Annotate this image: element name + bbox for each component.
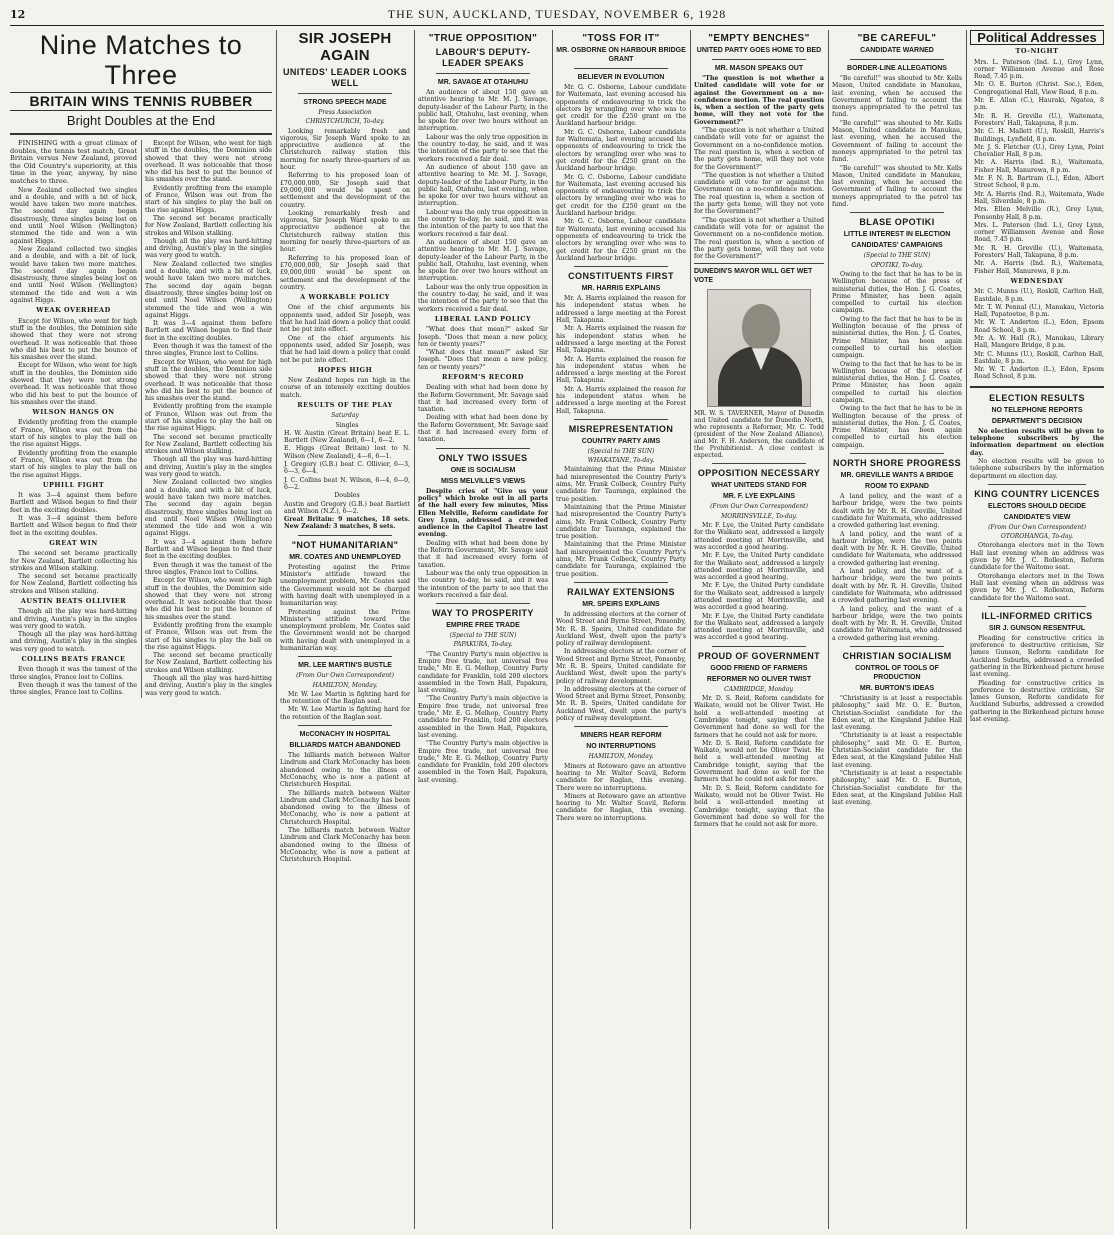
divider (574, 68, 668, 69)
headline-tennis: Nine Matches to Three (39, 30, 243, 90)
article-paragraph: Mr. W. Lee Martin is fighting hard for the retention of the Raglan seat. (280, 706, 410, 721)
article-paragraph: "Be careful!" was shouted to Mr. Kells Mason, United candidate in Manukau, last evening, when he accused the Government of failing to account the moneys appropriated to the petrol tax fund. (832, 119, 962, 164)
subhead-candidates-view: CANDIDATE'S VIEW (1003, 513, 1071, 521)
section-heading: LIBERAL LAND POLICY (434, 314, 532, 323)
results-day: Saturday (331, 412, 359, 420)
article-paragraph: Labour was the only true opposition in the country to-day, he said, and it was the intention of the party to see that the workers received a fair deal. (418, 283, 548, 313)
photo-caption: MR. W. S. TAVERNER, Mayor of Dunedin and United candidate for Dunedin North, who represents a Reformer, Mr. C. Todd (president of the New Zealand Alliance), and Mr. F. H. Anderson, the candidate of the Prohibitionist. A close contest is expected. (694, 410, 824, 460)
article-paragraph: Evidently profiting from the example of France, Wilson was out from the start of his singles to play the ball on the rise against Higgs. (10, 419, 137, 449)
address-entry: Mr. O. E. Burton (Christ. Soc.), Eden, Congregational Hall, View Road, 8 p.m. (974, 81, 1104, 96)
article-paragraph: No election results will be given to telephone subscribers by the information department on election day. (970, 457, 1104, 480)
column-true-opposition (418, 30, 548, 1229)
headline-railway-extensions: RAILWAY EXTENSIONS (567, 586, 675, 597)
result-line: J. C. Collins beat N. Wilson, 6—4, 6—0, 6—2. (284, 476, 410, 491)
subhead-labour: LABOUR'S DEPUTY-LEADER SPEAKS (435, 47, 531, 68)
headline-election-results: ELECTION RESULTS (989, 392, 1085, 403)
article-paragraph: It was 3—4 against them before Bartlett and Wilson began to find their feet in the exciting doubles. (145, 320, 272, 342)
divider (436, 448, 530, 449)
subhead-campaigns: CANDIDATES' CAMPAIGNS (851, 242, 943, 250)
section-heading: HOPES HIGH (317, 365, 373, 374)
article-paragraph: Mr. A. Harris explained the reason for his independent status when he addressed a large meeting at the Forest Hall, Takapuna. (556, 385, 686, 415)
article-paragraph: Dealing with what had been done by the Reform Government, Mr. Savage said that it had increased every form of taxation. (418, 384, 548, 414)
headline-christian-socialism: CHRISTIAN SOCIALISM (842, 651, 952, 661)
tagline-border-line: BORDER-LINE ALLEGATIONS (847, 65, 947, 72)
article-paragraph: Even though it was the tamest of the three singles, France lost to Collins. (10, 666, 137, 681)
subhead-no-interruptions: NO INTERRUPTIONS (586, 743, 656, 751)
address-entry: Mr. A. W. Hall (R.), Manukau, Library Hall, Mangere Bridge, 8 p.m. (974, 334, 1104, 350)
article-paragraph: Though all the play was hard-hitting and driving, Austin's play in the singles was very good to watch. (145, 456, 272, 479)
article-paragraph: Though all the play was hard-hitting and driving, Austin's play in the singles was very good to watch. (10, 608, 137, 630)
article-paragraph: Labour was the only true opposition in the country to-day, he said, and it was the intention of the party to see that the workers received a fair deal. (418, 208, 548, 238)
headline-not-humanitarian: "NOT HUMANITARIAN" (291, 539, 399, 550)
article-paragraph: Except for Wilson, who went for high stuff in the doubles, the Dominion side showed that they were not strong overhead. It was noticeable that those who did his best to put the bounce of his smashes over the stand. (145, 140, 272, 184)
address-entry: Mr. E. Allan (C.), Hauraki, Ngatea, 8 p.m. (974, 97, 1104, 112)
article-paragraph: No election results will be given to telephone subscribers by the information department on election day. (970, 427, 1104, 457)
divider (298, 725, 392, 726)
article-paragraph: Otorohanga electors met in the Town Hall last evening when an address was given by Mr. J. C. Rolleston, Reform candidate for the Waitomo seat. (970, 572, 1104, 602)
result-line: Great Britain: 9 matches, 18 sets. New Zealand: 3 matches, 8 sets. (284, 516, 410, 531)
dateline: CHRISTCHURCH, To-day. (305, 118, 385, 126)
article-paragraph: "The Country Party's main objective is Empire free trade, not universal free trade," Mr. E. G. Melhop, Country Party candidate for Franklin, told 200 electors assembled in the Town Hall, Papakura, last evening. (418, 695, 548, 739)
article-paragraph: A land policy, and the want of a harbour bridge, were the two points dealt with by Mr. R. H. Greville, United candidate for Waitemata, who addressed a crowded gathering last evening. (832, 568, 962, 605)
dateline: MORRINSVILLE, To-day. (721, 512, 797, 520)
address-entry: Mr. R. H. Greville (U.), Waitemata, Foresters' Hall, Takapuna, 8 p.m. (974, 112, 1104, 127)
divider (850, 453, 944, 454)
article-paragraph: An audience of about 150 gave an attentive hearing to Mr. M. J. Savage, deputy-leader of the Labour Party, in the public hall, Otahuhu, last evening, when he spoke for over two hours without an interruption. (418, 89, 548, 133)
list-title: TO-NIGHT (1015, 47, 1059, 56)
subhead-unitedes: WHAT UNITEDS STAND FOR (711, 482, 807, 490)
addresses-list-wednesday (970, 288, 1104, 381)
credit: (From Our Own Correspondent) (710, 503, 808, 511)
column-rule (966, 30, 967, 1229)
dateline: HAMILTON, Monday. (588, 753, 654, 761)
subhead-farmers: GOOD FRIEND OF FARMERS (710, 664, 808, 672)
divider (436, 73, 530, 74)
article-paragraph: "The Country Party's main objective is Empire free trade, not universal free trade," Mr. E. G. Melhop, Country Party candidate for Franklin, told 200 electors assembled in the Town Hall, Papakura, last evening. (418, 740, 548, 784)
article-paragraph: Maintaining that the Prime Minister had misrepresented the Country Party's aims, Mr. Frank Colbeck, Country Party candidate for Tauranga, explained the true position. (556, 466, 686, 503)
address-entry: Mrs. L. Paterson (Ind. L.), Grey Lynn, corner Williamson Avenue and Rose Road, 7.45 p.m. (974, 221, 1104, 244)
article-paragraph: New Zealand collected two singles and a double, and with a bit of luck, would have taken two more matches. The second day again began disastrously, three singles being lost on end until Noel Wilson (Wellington) stemmed the tide and won a win against Higgs. (145, 260, 272, 319)
address-entry: Mrs. L. Paterson (Ind. L.), Grey Lynn, corner Williamson Avenue and Rose Road, 7.45 p.m. (974, 58, 1104, 81)
article-paragraph: Except for Wilson, who went for high stuff in the doubles, the Dominion side showed that they were not strong overhead. It was noticeable that those who did his best to put the bounce of his smashes over the stand. (145, 358, 272, 403)
article-paragraph: Dealing with what had been done by the Reform Government, Mr. Savage said that it had increased every form of taxation. (418, 539, 548, 569)
column-rule (276, 30, 277, 1229)
article-paragraph: New Zealand hopes ran high in the course of an intensely exciting doubles match. (280, 377, 410, 399)
subhead-oliver-twist: REFORMER NO OLIVER TWIST (706, 675, 812, 683)
divider (298, 535, 392, 536)
address-entry: Mr. T. W. Pennal (U.), Manukau, Victoria Hall, Papatoetoe, 8 p.m. (974, 303, 1104, 319)
headline-only-two-issues: ONLY TWO ISSUES (438, 452, 528, 463)
headline-king-country: KING COUNTRY LICENCES (974, 488, 1100, 499)
section-heading: A WORKABLE POLICY (300, 293, 390, 302)
article-paragraph: Looking remarkably fresh and vigorous, Sir Joseph Ward spoke to an appreciative audience at the Christchurch railway station this morning for nearly three-quarters of an hour. (280, 209, 410, 254)
divider (574, 582, 668, 583)
article-paragraph: One of the chief arguments his opponents used, added Sir Joseph, was that he had laid down a policy that could not be put into effect. (280, 304, 410, 334)
divider (712, 646, 806, 647)
article-paragraph: "The question is not whether a United candidate will vote for or against the Government on a no-confidence motion. The real question is, when a section of the party gets home, will they not vote for the Government?" (694, 127, 824, 171)
article-paragraph: Evidently profiting from the example of France, Wilson was out from the start of his singles to play the ball on the rise against Higgs. (145, 622, 272, 651)
article-paragraph: It was 3—4 against them before Bartlett and Wilson began to find their feet in the exciting doubles. (10, 515, 137, 537)
subhead-melville: MISS MELVILLE'S VIEWS (441, 477, 525, 485)
address-entry: Mr. C. Munns (U.), Roskill, Carlton Hall, Eastdale, 8 p.m. (974, 350, 1104, 365)
column-rule (690, 30, 691, 1229)
section-heading: WILSON HANGS ON (32, 408, 115, 417)
subhead-coates: MR. COATES AND UNEMPLOYED (289, 553, 401, 561)
article-paragraph: "What does that mean?" asked Sir Joseph. "Does that mean a new policy, ten or twenty years?" (418, 326, 548, 348)
result-line: Austin and Gregory (G.B.) beat Bartlett and Wilson (N.Z.), 6—2. (284, 500, 410, 515)
address-entry: Mr. R. H. Greville (U.), Waitemata, Foresters' Hall, Takapuna, 8 p.m. (974, 244, 1104, 260)
headline-way-to-prosperity: WAY TO PROSPERITY (432, 608, 534, 619)
result-line: Doubles (334, 492, 360, 500)
article-paragraph: Referring to his proposed loan of £70,000,000, Sir Joseph said that £9,000,000 would be spent on settlement and the development of the country. (280, 172, 410, 209)
divider (694, 263, 824, 264)
divider (850, 212, 944, 213)
article-paragraph: The second set became practically for New Zealand, Bartlett collecting his strokes and Wilson stalking. (145, 433, 272, 456)
article-paragraph: Looking remarkably fresh and vigorous, Sir Joseph Ward spoke to an appreciative audience at the Christchurch railway station this morning for nearly three-quarters of an hour. (280, 127, 410, 172)
article-paragraph: Referring to his proposed loan of £70,000,000, Sir Joseph said that £9,000,000 would be spent on settlement and the development of the country. (280, 254, 410, 291)
article-paragraph: One of the chief arguments his opponents used, added Sir Joseph, was that he had laid down a policy that could not be put into effect. (280, 334, 410, 364)
column-empty-benches (694, 30, 824, 1229)
article-paragraph: "The Country Party's main objective is Empire free trade, not universal free trade," Mr. E. G. Melhop, Country Party candidate for Franklin, told 200 electors assembled in the Town Hall, Papakura, last evening. (418, 650, 548, 695)
article-paragraph: The second set became practically for New Zealand, Bartlett collecting his strokes and Wilson stalking. (10, 550, 137, 572)
subhead-gunson: SIR J. GUNSON RESENTFUL (988, 624, 1086, 632)
subhead-country-party: COUNTRY PARTY AIMS (581, 437, 661, 445)
article-paragraph: In addressing electors at the corner of Wood Street and Byrne Street, Ponsonby, Mr. R. B. Speirs, United candidate for Auckland West, dwelt upon the party's policy of railway development. (556, 648, 686, 685)
subhead-speirs: MR. SPEIRS EXPLAINS (582, 600, 660, 608)
article-paragraph: Labour was the only true opposition in the country to-day, he said, and it was the intention of the party to see that the workers received a fair deal. (418, 569, 548, 599)
column-rule (552, 30, 553, 1229)
tennis-intro: FINISHING with a great climax of doubles, the tennis test match, Great Britain versus New Zealand, proved the Old Country's superiority, at this time in the year, anyway, by nine matches to three. (10, 139, 137, 185)
address-entry: Mr. C. Munns (U.), Roskill, Carlton Hall, Eastdale, 8 p.m. (974, 288, 1104, 303)
address-entry: Mrs. Ellen Melville (R.), Grey Lynn, Ponsonby Hall, 8 p.m. (974, 206, 1104, 221)
article-paragraph: "The question is not whether a United candidate will vote for or against the Government on a no-confidence motion. The real question is, when a section of the party gets home, will they not vote for the Government?" (694, 75, 824, 126)
headline-constituents-first: CONSTITUENTS FIRST (568, 271, 674, 282)
subhead-greville: MR. GREVILLE WANTS A BRIDGE (840, 472, 954, 480)
addresses-list (970, 59, 1104, 275)
article-paragraph: New Zealand collected two singles and a double, and with a bit of luck, would have taken two more matches. The second day again began disastrously, three singles being lost on end until Noel Wilson (Wellington) stemmed the tide and won a win against Higgs. (145, 479, 272, 538)
subhead-control-of-tools: CONTROL OF TOOLS OF PRODUCTION (855, 665, 939, 681)
subhead-harris: MR. HARRIS EXPLAINS (581, 285, 661, 293)
result-line: J. Gregory (G.B.) beat C. Ollivier, 6—3, 6—3, 6—4. (284, 461, 410, 476)
address-entry: Mr. J. S. Fletcher (U.), Grey Lynn, Point Chevalier Hall, 8 p.m. (974, 143, 1104, 159)
subhead-united-party: UNITED PARTY GOES HOME TO BED (696, 47, 822, 54)
section-heading: RESULTS OF THE PLAY (297, 400, 393, 409)
headline-be-careful: "BE CAREFUL" (857, 33, 937, 44)
article-paragraph: "Christianity is at least a respectable philosophy," said Mr. O. E. Burton, Christian-Socialist candidate for the Eden seat, at the Kingsland Jubilee Hall last evening. (832, 769, 962, 807)
article-paragraph: Mr. A. Harris explained the reason for his independent status when he addressed a large meeting at the Forest Hall, Takapuna. (556, 355, 686, 385)
divider (574, 726, 668, 727)
article-paragraph: A land policy, and the want of a harbour bridge, were the two points dealt with by Mr. R. H. Greville, United candidate for Waitemata, who addressed a crowded gathering last evening. (832, 605, 962, 642)
subhead-sir-joseph: UNITEDS' LEADER LOOKS WELL (282, 67, 408, 88)
article-paragraph: Mr. F. Lye, the United Party candidate for the Waikato seat, addressed a largely attended meeting at Morrinsville, and was accorded a good hearing. (694, 522, 824, 551)
headline-sir-joseph: SIR JOSEPH AGAIN (298, 30, 392, 64)
column-be-careful (832, 30, 962, 1229)
article-paragraph: Except for Wilson, who went for high stuff in the doubles, the Dominion side showed that they were not strong overhead. It was noticeable that those who did his best to put the bounce of his smashes over the stand. (10, 362, 137, 406)
address-entry: Mr. A. Harris (Ind. R.), Waitemata, Wade Hall, Silverdale, 8 p.m. (974, 190, 1104, 205)
column-rule (414, 30, 415, 1229)
article-paragraph: "The question is not whether a United candidate will vote for or against the Government on a no-confidence motion. The real question is, when a section of the party gets home, will they not vote for the Government?" (694, 216, 824, 261)
subhead-electors-decide: ELECTORS SHOULD DECIDE (988, 502, 1086, 510)
divider (436, 603, 530, 604)
article-paragraph: Despite cries of "Give us your policy" which broke out in all parts of the hall every few minutes, Miss Ellen Melville, Reform candidate for Grey Lynn, addressed a crowded audience in the Capitol Theatre last evening. (418, 487, 548, 539)
article-paragraph: Owing to the fact that he has to be in Wellington because of the press of ministerial duties, the Hon. J. G. Coates, Prime Minister, has been again compelled to curtail his election campaign. (832, 270, 962, 315)
tagline-sir-joseph: STRONG SPEECH MADE (303, 99, 387, 106)
headline-miners: MINERS HEAR REFORM (580, 732, 662, 740)
article-paragraph: "Be careful!" was shouted to Mr. Kells Mason, United candidate in Manukau, last evening, when he accused the Government of failing to account the moneys appropriated to the petrol tax fund. (832, 75, 962, 119)
divider (574, 419, 668, 420)
dateline: HAMILTON, Monday. (312, 681, 378, 689)
column-toss-for-it (556, 30, 686, 1229)
tagline-evolution: BELIEVER IN EVOLUTION (577, 74, 665, 81)
article-paragraph: A land policy, and the want of a harbour bridge, were the two points dealt with by Mr. R. H. Greville, United candidate for Waitemata, who addressed a crowded gathering last evening. (832, 530, 962, 567)
article-paragraph: The billiards match between Walter Lindrum and Clark McConachy has been abandoned owing to the illness of McConachy, who is now a patient at Christchurch Hospital. (280, 827, 410, 864)
result-line: Singles (335, 421, 359, 429)
address-entry: Mr. F. N. R. Bartram (L.), Eden, Albert Street School, 8 p.m. (974, 175, 1104, 190)
section-heading: AUSTIN BEATS OLLIVIER (20, 597, 127, 605)
credit: (From Our Own Correspondent) (988, 523, 1086, 531)
result-line: H. W. Austin (Great Britain) beat E. L. Bartlett (New Zealand), 6—1, 6—2. (284, 429, 410, 445)
dateline: OTOROHANGA, To-day. (1000, 533, 1074, 541)
subhead-billiards: BILLIARDS MATCH ABANDONED (289, 742, 401, 750)
article-paragraph: Even though it was the tamest of the three singles, France lost to Collins. (145, 343, 272, 358)
headline-empty-benches: "EMPTY BENCHES" (708, 33, 810, 44)
headline-lee-martin: MR. LEE MARTIN'S BUSTLE (298, 662, 392, 670)
article-paragraph: Mr. F. Lye, the United Party candidate for the Waikato seat, addressed a largely attended meeting at Morrinsville, and was accorded a good hearing. (694, 552, 824, 582)
headline-political-addresses: Political Addresses (970, 30, 1104, 45)
article-paragraph: Evidently profiting from the example of France, Wilson was out from the start of his singles to play the ball on the rise against Higgs. (145, 403, 272, 433)
newspaper-title: THE SUN, AUCKLAND, TUESDAY, NOVEMBER 6, 1928 (387, 7, 727, 21)
article-paragraph: The second set became practically for New Zealand, Bartlett collecting his strokes and Wilson stalking. (145, 214, 272, 237)
masthead (10, 4, 1104, 26)
article-paragraph: Except for Wilson, who went for high stuff in the doubles, the Dominion side showed that they were not strong overhead. It was noticeable that those who did his best to put the bounce of his smashes over the stand. (145, 577, 272, 621)
credit: (Special to THE SUN) (863, 252, 931, 260)
headline-toss-for-it: "TOSS FOR IT" (582, 33, 660, 44)
column-rule (828, 30, 829, 1229)
credit: (Special to THE SUN) (587, 447, 655, 455)
article-paragraph: Owing to the fact that he has to be in Wellington because of the press of ministerial duties, the Hon. J. G. Coates, Prime Minister, has been again compelled to curtail his election campaign. (832, 360, 962, 404)
article-paragraph: Mr. G. C. Osborne, Labour candidate for Waitemata, last evening accused his opponents of endeavouring to trick the electors by wrangling over who was to get credit for the £250 grant on the Auckland harbour bridge. (556, 173, 686, 218)
article-paragraph: Mr. G. C. Osborne, Labour candidate for Waitemata, last evening accused his opponents of endeavouring to trick the electors by wrangling over who was to get credit for the £250 grant on the Auckland harbour bridge. (556, 84, 686, 128)
divider (988, 606, 1086, 607)
headline-blase-opotiki: BLASE OPOTIKI (859, 217, 935, 228)
article-paragraph: Pleading for constructive critics in preference to destructive criticism, Sir James Gunson, Reform candidate for Auckland Suburbs, addressed a crowded gathering in the Birkenhead picture house last evening. (970, 634, 1104, 679)
column-tennis (10, 30, 272, 1229)
subhead-candidate-warned: CANDIDATE WARNED (860, 47, 934, 54)
article-paragraph: Mr. D. S. Reid, Reform candidate for Waikato, would not be Oliver Twist. He held a well-attended meeting at Cambridge tonight, saying that the Government had done so well for the farmers that he could not ask for more. (694, 739, 824, 784)
column-political-addresses (970, 30, 1104, 1229)
divider (850, 59, 944, 60)
divider (850, 646, 944, 647)
article-paragraph: Pleading for constructive critics in preference to destructive criticism, Sir James Gunson, Reform candidate for Auckland Suburbs, addressed a crowded gathering in the Birkenhead picture house last evening. (970, 679, 1104, 724)
portrait-head (742, 304, 780, 350)
credit: (Special to THE SUN) (449, 632, 517, 640)
results-list (280, 422, 410, 531)
article-paragraph: In addressing electors at the corner of Wood Street and Byrne Street, Ponsonby, Mr. R. B. Speirs, United candidate for Auckland West, dwelt upon the party's policy of railway development. (556, 685, 686, 723)
article-paragraph: Mr. F. Lye, the United Party candidate for the Waikato seat, addressed a largely attended meeting at Morrinsville, and was accorded a good hearing. (694, 582, 824, 612)
column-sir-joseph (280, 30, 410, 1229)
section-heading: GREAT WIN (49, 538, 98, 547)
article-paragraph: Even though it was the tamest of the three singles, France lost to Collins. (10, 681, 137, 697)
article-paragraph: "Be careful!" was shouted to Mr. Kells Mason, United candidate in Manukau, last evening, when he accused the Government of failing to account the moneys appropriated to the petrol tax fund. (832, 164, 962, 209)
page-number: 12 (10, 8, 26, 21)
article-paragraph: Mr. W. Lee Martin is fighting hard for the retention of the Raglan seat. (280, 690, 410, 706)
address-entry: Mr. W. T. Anderton (L.), Eden, Epsom Road School, 8 p.m. (974, 366, 1104, 381)
article-paragraph: Evidently profiting from the example of France, Wilson was out from the start of his singles to play the ball on the rise against Higgs. (10, 449, 137, 479)
article-paragraph: Owing to the fact that he has to be in Wellington because of the press of ministerial duties, the Hon. J. G. Coates, Prime Minister, has been again compelled to curtail his election campaign. (832, 405, 962, 449)
article-paragraph: Maintaining that the Prime Minister had misrepresented the Country Party's aims, Mr. Frank Colbeck, Country Party candidate for Tauranga, explained the true position. (556, 503, 686, 541)
subhead-lye: MR. F. LYE EXPLAINS (722, 493, 796, 501)
tagline-savage: MR. SAVAGE AT OTAHUHU (437, 79, 529, 86)
address-entry: Mr. C. H. Mallett (U.), Roskill, Harris's Buildings, Lynfield, 8 p.m. (974, 128, 1104, 143)
article-paragraph: Maintaining that the Prime Minister had misrepresented the Country Party's aims, Mr. Frank Colbeck, Country Party candidate for Tauranga, explained the true position. (556, 541, 686, 578)
divider (10, 133, 272, 135)
address-entry: Mr. A. Harris (Ind. R.), Waitemata, Fisher Hall, Manurewa, 8 p.m. (974, 159, 1104, 174)
section-heading: WEAK OVERHEAD (36, 306, 111, 315)
article-paragraph: Miners at Rotowaro gave an attentive hearing to Mr. Walter Scavil, Reform candidate for Raglan, this evening. There were no interruptions. (556, 792, 686, 822)
divider (970, 386, 1104, 388)
section-heading: COLLINS BEATS FRANCE (21, 655, 126, 664)
portrait-photo (707, 289, 811, 407)
subhead-no-telephone: NO TELEPHONE REPORTS (991, 406, 1083, 414)
article-paragraph: Mr. A. Harris explained the reason for his independent status when he addressed a large meeting at the Forest Hall, Takapuna. (556, 295, 686, 325)
article-paragraph: Mr. G. C. Osborne, Labour candidate for Waitemata, last evening accused his opponents of endeavouring to trick the electors by wrangling over who was to get credit for the £250 grant on the Auckland harbour bridge. (556, 128, 686, 173)
article-paragraph: A land policy, and the want of a harbour bridge, were the two points dealt with by Mr. R. H. Greville, United candidate for Waitemata, who addressed a crowded gathering last evening. (832, 493, 962, 530)
dateline: OPOTIKI, To-day. (870, 261, 923, 269)
result-line: E. Higgs (Great Britain) lost to N. Wilson (New Zealand), 4—6, 6—1. (284, 445, 410, 460)
article-paragraph: The second set became practically for New Zealand, Bartlett collecting his strokes and Wilson stalking. (145, 652, 272, 674)
article-paragraph: Except for Wilson, who went for high stuff in the doubles, the Dominion side showed that they were not strong overhead. It was noticeable that those who did his best to put the bounce of his smashes over the stand. (10, 317, 137, 362)
subhead-tennis: BRITAIN WINS TENNIS RUBBER (10, 92, 272, 111)
divider (298, 656, 392, 657)
subhead-osborne: MR. OSBORNE ON HARBOUR BRIDGE GRANT (556, 47, 686, 63)
article-paragraph: Mr. D. S. Reid, Reform candidate for Waikato, would not be Oliver Twist. He held a well-attended meeting at Cambridge tonight, saying that the Government had done so well for the farmers that he could not ask for more. (694, 784, 824, 829)
credit: Press Association (318, 109, 372, 116)
divider (574, 266, 668, 267)
address-entry: Mr. A. Harris (Ind. R.), Waitemata, Fisher Hall, Manurewa, 8 p.m. (974, 260, 1104, 275)
headline-north-shore: NORTH SHORE PROGRESS (832, 458, 961, 469)
article-paragraph: "Christianity is at least a respectable philosophy," said Mr. O. E. Burton, Christian-Socialist candidate for the Eden seat, at the Kingsland Jubilee Hall last evening. (832, 695, 962, 732)
article-paragraph: Mr. G. C. Osborne, Labour candidate for Waitemata, last evening accused his opponents of endeavouring to trick the electors by wrangling over who was to get credit for the £250 grant on the Auckland harbour bridge. (556, 218, 686, 262)
subhead-empire-free-trade: EMPIRE FREE TRADE (446, 622, 520, 630)
divider (298, 93, 392, 94)
photo-heading: DUNEDIN'S MAYOR WILL GET WET VOTE (694, 268, 813, 285)
headline-ill-informed: ILL-INFORMED CRITICS (981, 610, 1093, 621)
headline-opposition-necessary: OPPOSITION NECESSARY (697, 468, 821, 479)
article-paragraph: In addressing electors at the corner of Wood Street and Byrne Street, Ponsonby, Mr. R. B. Speirs, United candidate for Auckland West, dwelt upon the party's policy of railway development. (556, 610, 686, 648)
divider (712, 59, 806, 60)
article-paragraph: New Zealand collected two singles and a double, and with a bit of luck, would have taken two more matches. The second day again began disastrously, three singles being lost on end until Noel Wilson (Wellington) stemmed the tide and won a win against Higgs. (10, 245, 137, 305)
address-entry: Mr. W. T. Anderton (L.), Eden, Epsom Road School, 8 p.m. (974, 319, 1104, 334)
article-paragraph: The second set became practically for New Zealand, Bartlett collecting his strokes and Wilson stalking. (10, 573, 137, 595)
tagline-mason: MR. MASON SPEAKS OUT (714, 65, 804, 72)
article-paragraph: An audience of about 150 gave an attentive hearing to Mr. M. J. Savage, deputy-leader of the Labour Party, in the public hall, Otahuhu, last evening, when he spoke for over two hours without an interruption. (418, 163, 548, 208)
article-paragraph: The billiards match between Walter Lindrum and Clark McConachy has been abandoned owing to the illness of McConachy, who is now a patient at Christchurch Hospital. (280, 789, 410, 826)
article-paragraph: The billiards match between Walter Lindrum and Clark McConachy has been abandoned owing to the illness of McConachy, who is now a patient at Christchurch Hospital. (280, 752, 410, 789)
article-paragraph: "The question is not whether a United candidate will vote for or against the Government on a no-confidence motion. The real question is, when a section of the party gets home, will they not vote for the Government?" (694, 171, 824, 216)
credit: (From Our Own Correspondent) (296, 672, 394, 680)
article-paragraph: New Zealand collected two singles and a double, and with a bit of luck, would have taken two more matches. The second day again began disastrously, three singles being lost on end until Noel Wilson (Wellington) stemmed the tide and won a win against Higgs. (10, 186, 137, 245)
article-paragraph: Evidently profiting from the example of France, Wilson was out from the start of his singles to play the ball on the rise against Higgs. (145, 184, 272, 214)
article-paragraph: Mr. D. S. Reid, Reform candidate for Waikato, would not be Oliver Twist. He held a well-attended meeting at Cambridge tonight, saying that the Government had done so well for the farmers that he could not ask for more. (694, 695, 824, 739)
article-paragraph: Mr. F. Lye, the United Party candidate for the Waikato seat, addressed a largely attended meeting at Morrinsville, and was accorded a good hearing. (694, 612, 824, 642)
article-paragraph: Owing to the fact that he has to be in Wellington because of the press of ministerial duties, the Hon. J. G. Coates, Prime Minister, has been again compelled to curtail his election campaign. (832, 315, 962, 360)
headline-true-opposition: "TRUE OPPOSITION" (428, 33, 538, 44)
subhead-department: DEPARTMENT'S DECISION (991, 417, 1083, 425)
headline-mcconachy: McCONACHY IN HOSPITAL (299, 731, 391, 739)
article-paragraph: Otorohanga electors met in the Town Hall last evening when an address was given by Mr. J. C. Rolleston, Reform candidate for the Waitomo seat. (970, 542, 1104, 572)
article-paragraph: Labour was the only true opposition in the country to-day, he said, and it was the intention of the party to see that the workers received a fair deal. (418, 133, 548, 163)
tagline-tennis: Bright Doubles at the End (66, 113, 216, 128)
subhead-socialism: ONE IS SOCIALISM (450, 466, 516, 474)
list-title: WEDNESDAY (1010, 276, 1064, 285)
article-paragraph: "What does that mean?" asked Sir Joseph. "Does that mean a new policy, ten or twenty years?" (418, 349, 548, 371)
section-heading: REFORM'S RECORD (442, 372, 524, 381)
dateline: PAPAKURA, To-day. (453, 641, 513, 649)
section-heading: UPHILL FIGHT (42, 480, 105, 489)
article-paragraph: Even though it was the tamest of the three singles, France lost to Collins. (145, 561, 272, 576)
subhead-burton: MR. BURTON'S IDEAS (859, 685, 935, 692)
article-paragraph: It was 3—4 against them before Bartlett and Wilson began to find their feet in the exciting doubles. (10, 492, 137, 514)
article-paragraph: Though all the play was hard-hitting and driving, Austin's play in the singles was very good to watch. (145, 675, 272, 697)
article-paragraph: Though all the play was hard-hitting and driving, Austin's play in the singles was very good to watch. (10, 631, 137, 653)
article-paragraph: Protesting against the Prime Minister's attitude toward the unemployment problem, Mr. Coates said the Government would not be charged with having dealt with unemployed in a humanitarian way. (280, 563, 410, 608)
article-paragraph: It was 3—4 against them before Bartlett and Wilson began to find their feet in the exciting doubles. (145, 538, 272, 561)
article-paragraph: Mr. A. Harris explained the reason for his independent status when he addressed a large meeting at the Forest Hall, Takapuna. (556, 325, 686, 355)
article-paragraph: An audience of about 150 gave an attentive hearing to Mr. M. J. Savage, deputy-leader of the Labour Party, in the public hall, Otahuhu, last evening, when he spoke for over two hours without an interruption. (418, 238, 548, 283)
article-paragraph: Though all the play was hard-hitting and driving, Austin's play in the singles was very good to watch. (145, 237, 272, 260)
headline-proud-of-government: PROUD OF GOVERNMENT (697, 650, 821, 661)
article-paragraph: Miners at Rotowaro gave an attentive hearing to Mr. Walter Scavil, Reform candidate for Raglan, this evening. There were no interruptions. (556, 762, 686, 792)
dateline: CAMBRIDGE, Monday. (724, 685, 794, 693)
article-paragraph: Dealing with what had been done by the Reform Government, Mr. Savage said that it had increased every form of taxation. (418, 414, 548, 444)
article-paragraph: "Christianity is at least a respectable philosophy," said Mr. O. E. Burton, Christian-Socialist candidate for the Eden seat, at the Kingsland Jubilee Hall last evening. (832, 732, 962, 769)
subhead-room-to-expand: ROOM TO EXPAND (865, 483, 929, 491)
article-paragraph: Protesting against the Prime Minister's attitude toward the unemployment problem, Mr. Coates said the Government would not be charged with having dealt with unemployed in a humanitarian way. (280, 608, 410, 652)
divider (988, 484, 1086, 485)
dateline: WHAKATANE, To-day. (587, 457, 655, 465)
subhead-little-interest: LITTLE INTEREST IN ELECTION (843, 231, 951, 239)
headline-misrepresentation: MISREPRESENTATION (568, 423, 674, 434)
divider (712, 463, 806, 464)
